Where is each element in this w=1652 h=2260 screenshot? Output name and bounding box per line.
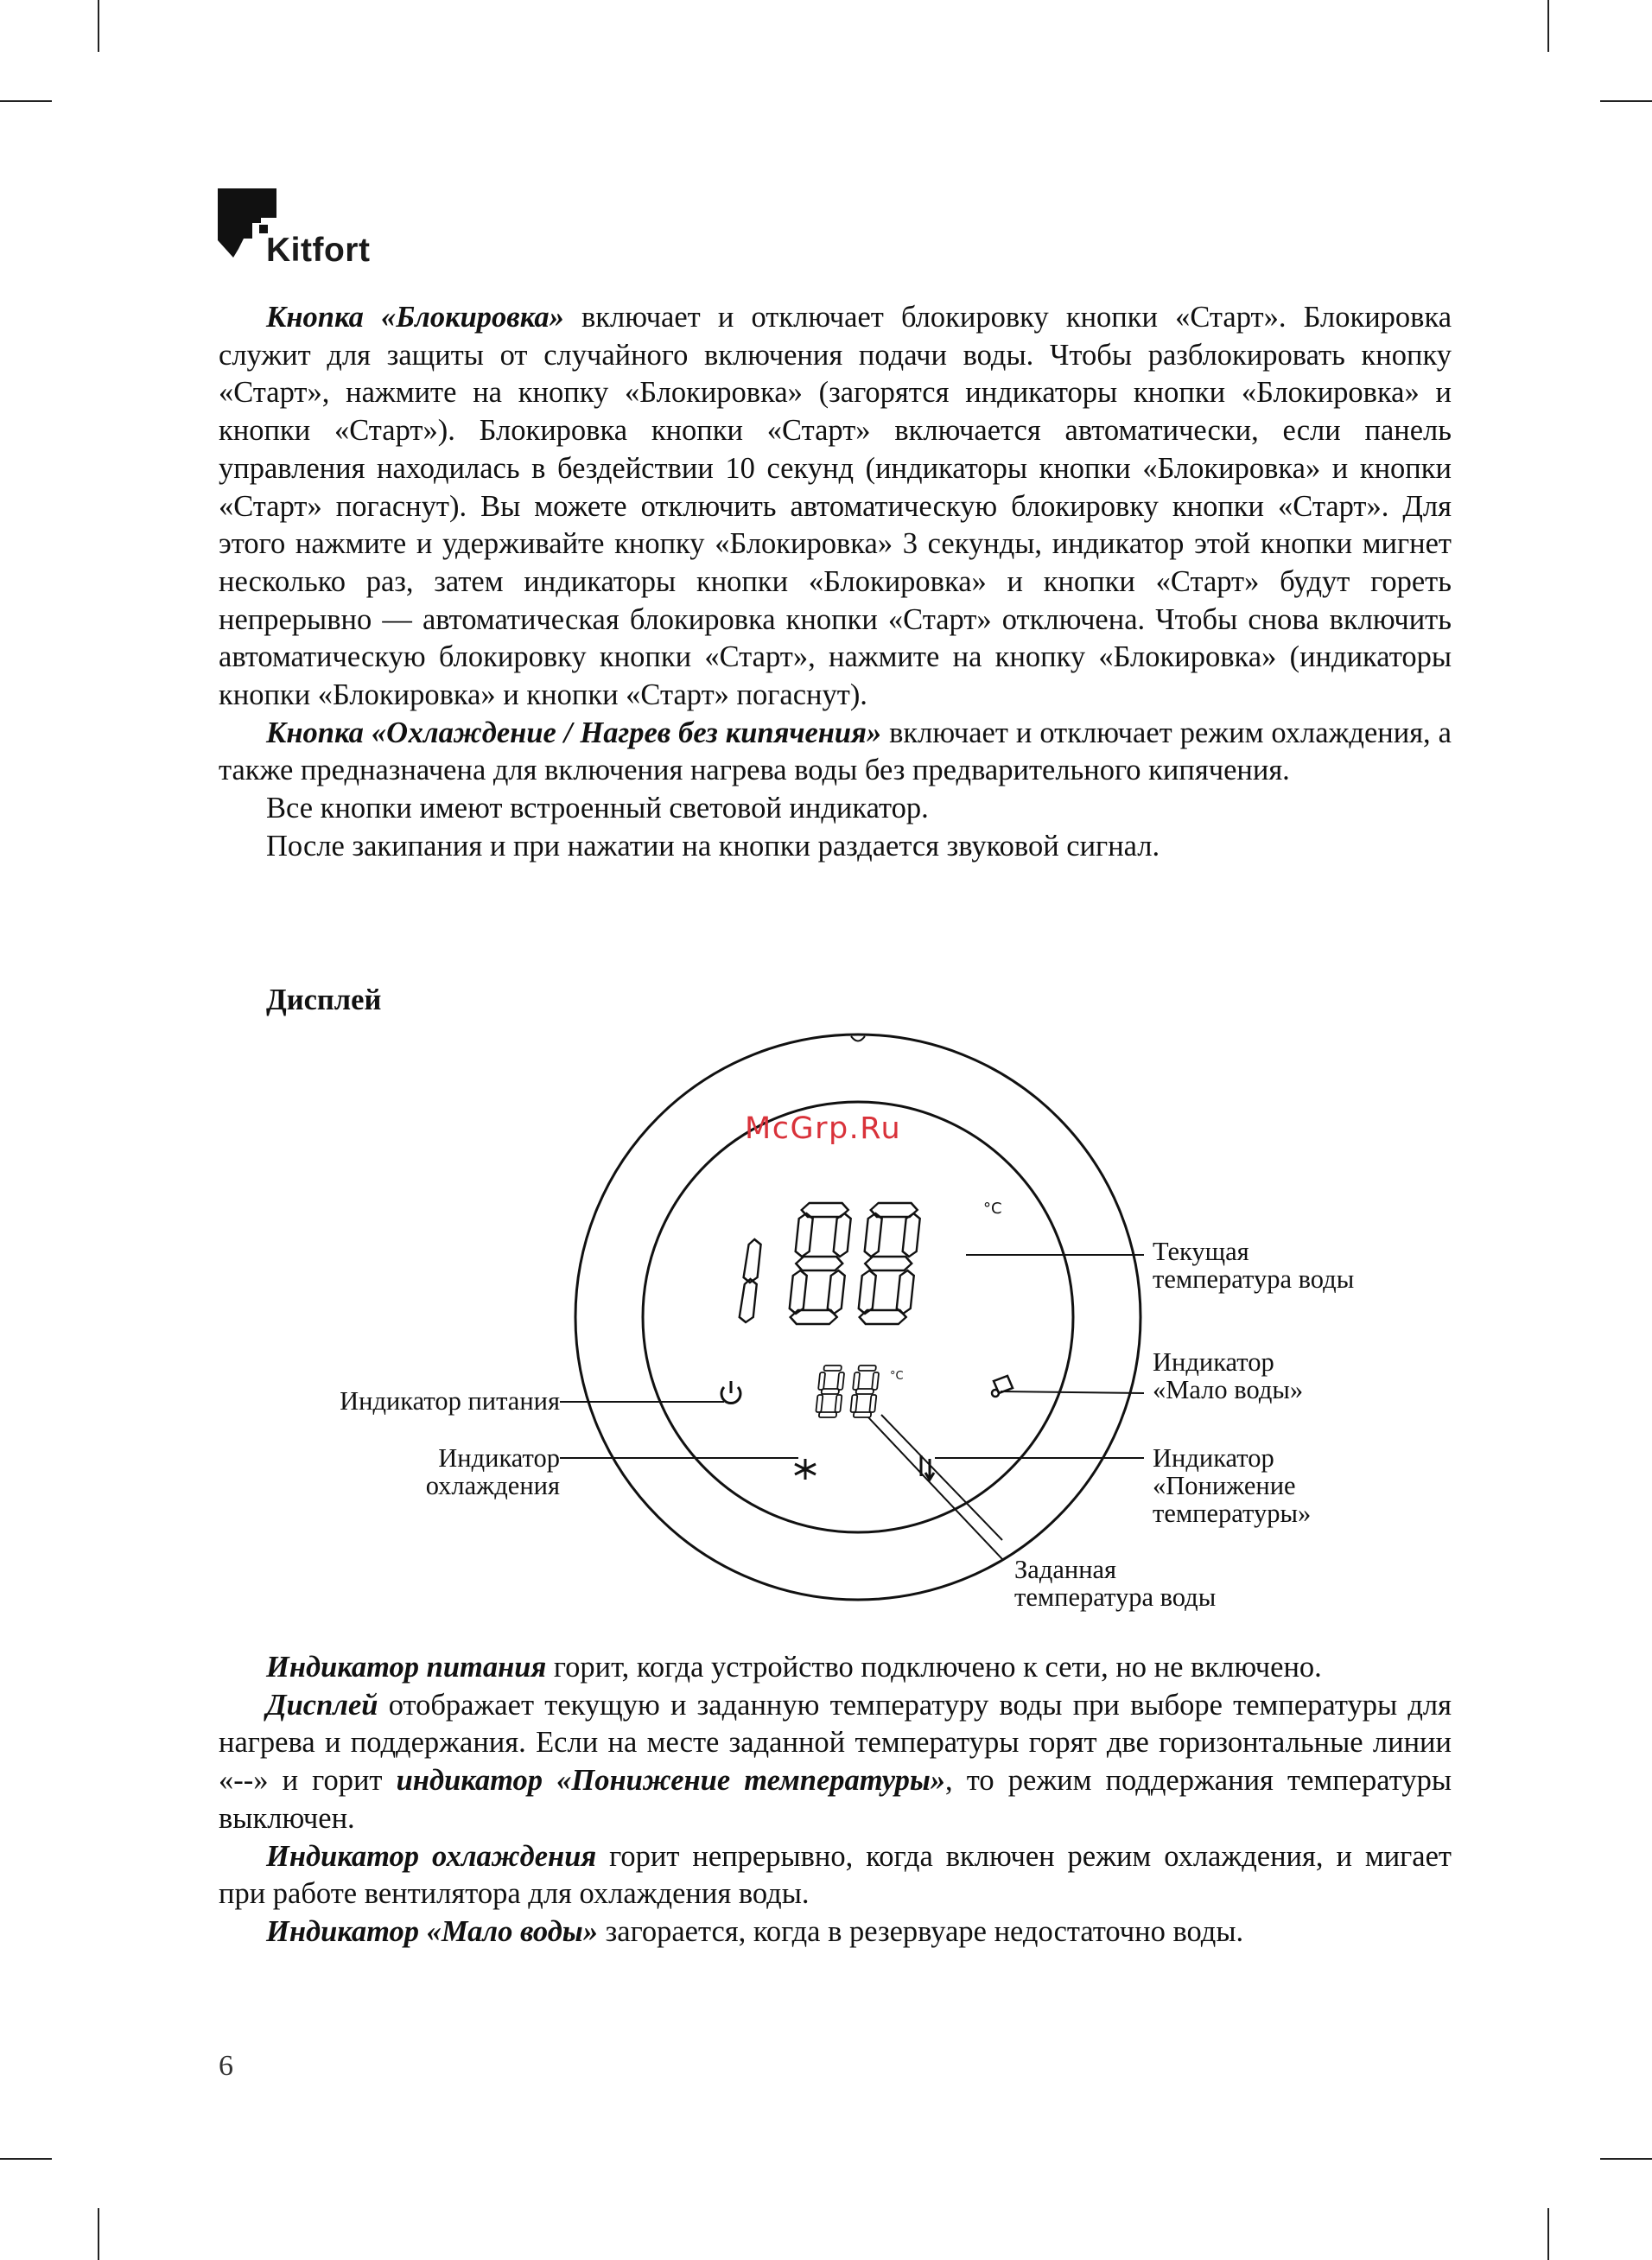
unit-small: °C	[890, 1370, 904, 1383]
crop-mark	[98, 0, 99, 52]
crop-mark	[1600, 2158, 1652, 2160]
term: Дисплей	[266, 1688, 378, 1722]
label-line: температуры»	[1153, 1499, 1312, 1528]
label-line: Индикатор	[1153, 1347, 1274, 1377]
term: индикатор «Понижение температуры»	[396, 1764, 946, 1798]
label-temperature-down	[1153, 1444, 1311, 1527]
paragraph-text: горит, когда устройство подключено к сети, но не включено.	[546, 1651, 1322, 1684]
set-temperature-digits	[816, 1366, 904, 1417]
brand-name: Kitfort	[266, 232, 371, 269]
paragraph	[219, 1649, 1452, 1687]
paragraph	[219, 1838, 1452, 1913]
section-heading: Дисплей	[266, 984, 382, 1016]
paragraph	[219, 828, 1452, 866]
crop-mark	[98, 2208, 99, 2260]
label-line: «Понижение	[1153, 1471, 1296, 1500]
intro-text	[219, 299, 1452, 866]
label-current-temperature	[1153, 1238, 1354, 1293]
label-line: «Мало воды»	[1153, 1375, 1304, 1404]
low-water-icon	[992, 1376, 1013, 1397]
label-low-water	[1153, 1348, 1303, 1404]
current-temperature-digits	[739, 1200, 1001, 1324]
label-line: Текущая	[1153, 1237, 1249, 1266]
paragraph	[219, 715, 1452, 790]
term: Кнопка «Охлаждение / Нагрев без кипячения»	[266, 716, 882, 749]
paragraph	[219, 299, 1452, 715]
paragraph-text: отображает текущую и заданную температуру воды при выборе температуры для нагрева и поддержания. Если на месте заданной температуры горят две горизонтальные линии «--» и горит	[219, 1688, 1452, 1798]
paragraph-text: Все кнопки имеют встроенный световой индикатор.	[266, 792, 929, 825]
snowflake-icon	[795, 1459, 816, 1480]
paragraph-text: После закипания и при нажатии на кнопки раздается звуковой сигнал.	[266, 829, 1160, 863]
paragraph-text: загорается, когда в резервуаре недостаточно воды.	[598, 1914, 1244, 1948]
label-power-indicator	[285, 1387, 560, 1415]
unit-large: °C	[983, 1200, 1002, 1218]
paragraph-text: , то режим поддержания температуры выключен.	[219, 1764, 1452, 1835]
leader-lines	[560, 1255, 1144, 1559]
label-set-temperature	[1014, 1556, 1216, 1611]
label-line: Индикатор	[438, 1443, 560, 1473]
crop-mark	[1600, 100, 1652, 102]
display-diagram-svg	[285, 1003, 1452, 1633]
paragraph-text: горит непрерывно, когда включен режим охлаждения, и мигает при работе вентилятора для охлаждения воды.	[219, 1839, 1452, 1911]
crop-mark	[1547, 2208, 1549, 2260]
term: Индикатор питания	[266, 1651, 547, 1684]
term: Кнопка «Блокировка»	[266, 301, 564, 334]
label-line: Заданная	[1014, 1555, 1117, 1584]
crop-mark	[0, 100, 52, 102]
paragraph	[219, 1687, 1452, 1838]
label-cooling-indicator	[285, 1444, 560, 1499]
label-line: температура воды	[1153, 1264, 1355, 1294]
label-line: Индикатор	[1153, 1443, 1274, 1473]
label-line: Индикатор питания	[340, 1386, 560, 1416]
watermark: McGrp.Ru	[745, 1111, 902, 1146]
paragraph	[219, 1913, 1452, 1951]
page-number: 6	[219, 2050, 233, 2082]
crop-mark	[1547, 0, 1549, 52]
crop-mark	[0, 2158, 52, 2160]
power-icon	[721, 1381, 740, 1404]
label-line: охлаждения	[425, 1471, 560, 1500]
paragraph-text: включает и отключает режим охлаждения, а также предназначена для включения нагрева воды без предварительного кипячения.	[219, 716, 1452, 787]
display-diagram	[285, 1003, 1452, 1633]
label-line: температура воды	[1014, 1582, 1217, 1612]
term: Индикатор охлаждения	[266, 1839, 597, 1873]
display-description	[219, 1649, 1452, 1951]
paragraph	[219, 790, 1452, 828]
term: Индикатор «Мало воды»	[266, 1914, 598, 1948]
paragraph-text: включает и отключает блокировку кнопки «Старт». Блокировка служит для защиты от случайного включения подачи воды. Чтобы разблокировать кнопку «Старт», нажмите на кнопку «Блокировка» (загорятся индикаторы кнопки «Блокировка» и кнопки «Старт»). Блокировка кнопки «Старт» включается автоматически, если панель управления находилась в бездействии 10 секунд (индикаторы кнопки «Блокировка» и кнопки «Старт» погаснут). Вы можете отключить автоматическую блокировку кнопки «Старт». Для этого нажмите и удерживайте кнопку «Блокировка» 3 секунды, индикатор этой кнопки мигнет несколько раз, затем индикаторы кнопки «Блокировка» и кнопки «Старт» будут гореть непрерывно — автоматическая блокировка кнопки «Старт» отключена. Чтобы снова включить автоматическую блокировку кнопки «Старт», нажмите на кнопку «Блокировка» (индикаторы кнопки «Блокировка» и кнопки «Старт» погаснут).	[219, 301, 1452, 712]
